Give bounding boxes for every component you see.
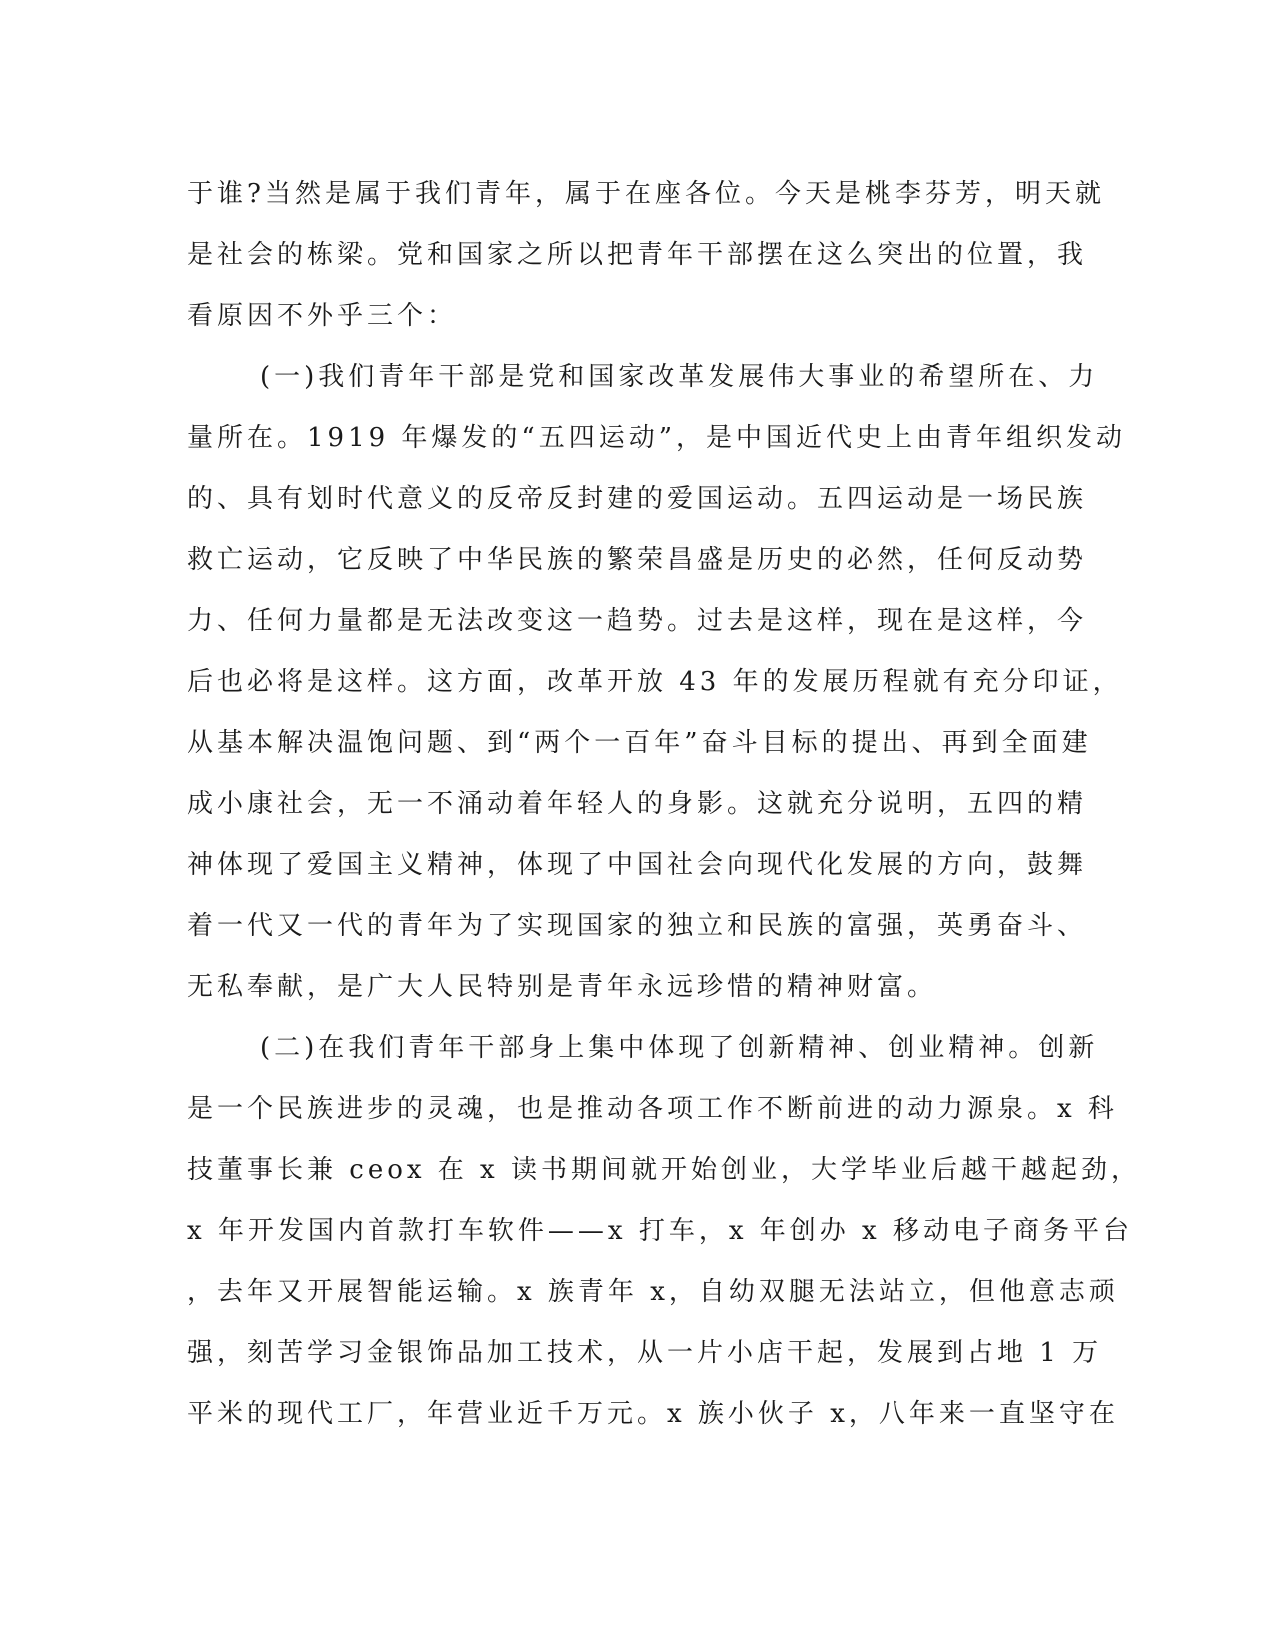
text-line: 是社会的栋梁。党和国家之所以把青年干部摆在这么突出的位置，我 — [187, 240, 1088, 270]
text-line: 着一代又一代的青年为了实现国家的独立和民族的富强，英勇奋斗、 — [187, 911, 1088, 941]
text-line: 从基本解决温饱问题、到“两个一百年”奋斗目标的提出、再到全面建 — [187, 728, 1092, 758]
text-line: 后也必将是这样。这方面，改革开放 43 年的发展历程就有充分印证， — [187, 667, 1123, 697]
text-line: 于谁?当然是属于我们青年，属于在座各位。今天是桃李芬芳，明天就 — [187, 179, 1105, 209]
text-line: 的、具有划时代意义的反帝反封建的爱国运动。五四运动是一场民族 — [187, 484, 1088, 514]
text-line: 强，刻苦学习金银饰品加工技术，从一片小店干起，发展到占地 1 万 — [187, 1338, 1103, 1368]
text-line: 救亡运动，它反映了中华民族的繁荣昌盛是历史的必然，任何反动势 — [187, 545, 1088, 575]
text-line: 神体现了爱国主义精神，体现了中国社会向现代化发展的方向，鼓舞 — [187, 850, 1088, 880]
text-line: 力、任何力量都是无法改变这一趋势。过去是这样，现在是这样，今 — [187, 606, 1088, 636]
text-line: 看原因不外乎三个： — [187, 301, 458, 331]
text-line: x 年开发国内首款打车软件——x 打车，x 年创办 x 移动电子商务平台 — [187, 1216, 1133, 1246]
text-line: 成小康社会，无一不涌动着年轻人的身影。这就充分说明，五四的精 — [187, 789, 1088, 819]
text-line: 量所在。1919 年爆发的“五四运动”，是中国近代史上由青年组织发动 — [187, 423, 1127, 453]
text-line: 技董事长兼 ceox 在 x 读书期间就开始创业，大学毕业后越干越起劲， — [187, 1155, 1141, 1185]
paragraph-start-line: (一)我们青年干部是党和国家改革发展伟大事业的希望所在、力 — [260, 362, 1099, 392]
paragraph-start-line: (二)在我们青年干部身上集中体现了创新精神、创业精神。创新 — [260, 1033, 1099, 1063]
text-line: ，去年又开展智能运输。x 族青年 x，自幼双腿无法站立，但他意志顽 — [187, 1277, 1119, 1307]
text-line: 是一个民族进步的灵魂，也是推动各项工作不断前进的动力源泉。x 科 — [187, 1094, 1118, 1124]
text-line: 无私奉献，是广大人民特别是青年永远珍惜的精神财富。 — [187, 972, 938, 1002]
body-text — [187, 164, 1141, 1445]
text-line: 平米的现代工厂，年营业近千万元。x 族小伙子 x，八年来一直坚守在 — [187, 1399, 1119, 1429]
